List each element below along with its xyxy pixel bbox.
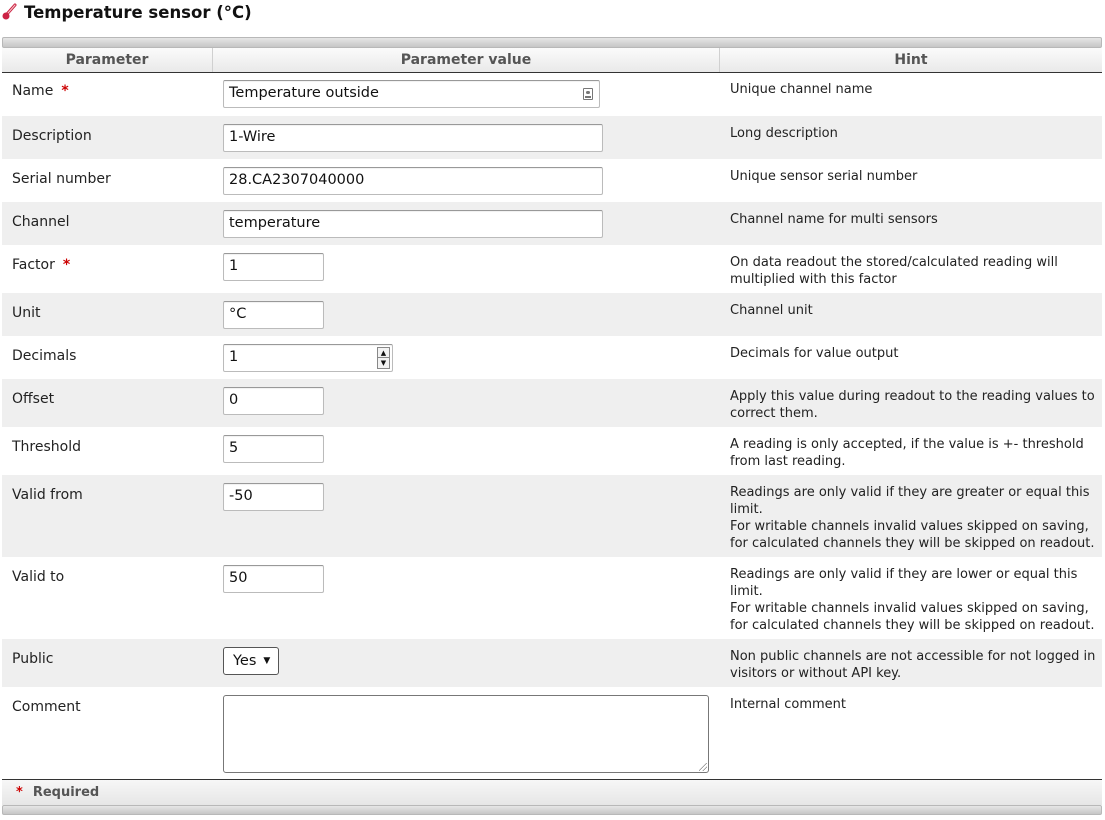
channel-input-value: temperature (229, 215, 321, 231)
row-decimals (2, 336, 1102, 379)
unit-input[interactable] (223, 301, 324, 329)
row-valid-from (2, 475, 1102, 557)
description-input-value: 1-Wire (229, 129, 276, 145)
required-marker: * (62, 257, 71, 273)
hint-unit: Channel unit (730, 303, 813, 318)
row-offset (2, 379, 1102, 427)
valid-to-input[interactable] (223, 565, 324, 593)
hint-channel: Channel name for multi sensors (730, 212, 938, 227)
hint-description: Long description (730, 126, 838, 141)
contact-card-icon[interactable] (583, 88, 593, 100)
table-footer (2, 779, 1102, 805)
required-legend: Required (32, 785, 100, 800)
header-parameter: Parameter (2, 48, 213, 72)
row-valid-to (2, 557, 1102, 639)
decimals-input-value: 1 (229, 349, 239, 365)
channel-input[interactable] (223, 210, 603, 238)
decimals-spinner[interactable] (223, 344, 393, 372)
label-unit: Unit (12, 305, 41, 321)
resize-grip-icon[interactable] (699, 763, 707, 771)
row-channel (2, 202, 1102, 245)
label-valid-from: Valid from (12, 487, 83, 503)
page-title-text: Temperature sensor (°C) (24, 2, 252, 22)
label-name: Name * (12, 83, 69, 99)
factor-input-value: 1 (229, 258, 239, 274)
required-marker: * (16, 785, 23, 800)
hint-valid-to (730, 566, 1100, 634)
description-input[interactable] (223, 124, 603, 152)
hint-name: Unique channel name (730, 82, 873, 97)
hint-serial-number: Unique sensor serial number (730, 169, 918, 184)
factor-input[interactable] (223, 253, 324, 281)
valid-to-input-value: 50 (229, 570, 248, 586)
label-channel: Channel (12, 214, 70, 230)
serial-number-input-value: 28.CA2307040000 (229, 172, 365, 188)
row-public (2, 639, 1102, 687)
hint-threshold: A reading is only accepted, if the value is +- threshold from last reading. (730, 437, 1084, 469)
row-name (2, 73, 1102, 116)
hint-valid-from-line1: Readings are only valid if they are greater or equal this limit. (730, 485, 1090, 517)
hint-decimals: Decimals for value output (730, 346, 899, 361)
caret-down-icon: ▼ (263, 656, 271, 666)
serial-number-input[interactable] (223, 167, 603, 195)
name-input[interactable] (223, 80, 600, 108)
label-factor: Factor * (12, 257, 71, 273)
hint-factor: On data readout the stored/calculated reading will multiplied with this factor (730, 255, 1058, 287)
spin-buttons (377, 347, 390, 369)
threshold-input[interactable] (223, 435, 324, 463)
page-title (0, 0, 1105, 24)
hint-valid-to-line2: For writable channels invalid values skipped on saving, for calculated channels they will be skipped on readout. (730, 601, 1095, 633)
bottom-bar (2, 805, 1102, 815)
row-comment (2, 687, 1102, 779)
hint-valid-to-line1: Readings are only valid if they are lower or equal this limit. (730, 567, 1078, 599)
offset-input[interactable] (223, 387, 324, 415)
header-hint: Hint (894, 52, 928, 68)
label-description: Description (12, 128, 92, 144)
label-threshold: Threshold (12, 439, 81, 455)
table-header (2, 48, 1102, 73)
top-bar (2, 37, 1102, 48)
thermometer-icon (0, 1, 22, 23)
spin-down-icon[interactable]: ▼ (380, 359, 387, 367)
label-public: Public (12, 651, 54, 667)
label-comment: Comment (12, 699, 81, 715)
valid-from-input[interactable] (223, 483, 324, 511)
comment-textarea[interactable] (223, 695, 709, 773)
hint-valid-from-line2: For writable channels invalid values skipped on saving, for calculated channels they will be skipped on readout. (730, 519, 1095, 551)
public-select[interactable] (223, 647, 279, 675)
row-threshold (2, 427, 1102, 475)
public-select-value: Yes (233, 653, 257, 669)
hint-offset: Apply this value during readout to the reading values to correct them. (730, 389, 1095, 421)
offset-input-value: 0 (229, 392, 239, 408)
header-parameter-value: Parameter value (213, 48, 720, 72)
threshold-input-value: 5 (229, 440, 239, 456)
valid-from-input-value: -50 (229, 488, 253, 504)
label-offset: Offset (12, 391, 55, 407)
name-input-value: Temperature outside (229, 85, 379, 101)
label-valid-to: Valid to (12, 569, 65, 585)
label-decimals: Decimals (12, 348, 77, 364)
row-factor (2, 245, 1102, 293)
required-marker: * (61, 83, 69, 99)
label-serial-number: Serial number (12, 171, 111, 187)
unit-input-value: °C (229, 306, 247, 322)
row-description (2, 116, 1102, 159)
spin-up-icon[interactable]: ▲ (378, 348, 389, 358)
hint-comment: Internal comment (730, 697, 846, 712)
hint-valid-from (730, 484, 1100, 552)
row-unit (2, 293, 1102, 336)
hint-public: Non public channels are not accessible for not logged in visitors or without API key. (730, 649, 1096, 681)
row-serial-number (2, 159, 1102, 202)
